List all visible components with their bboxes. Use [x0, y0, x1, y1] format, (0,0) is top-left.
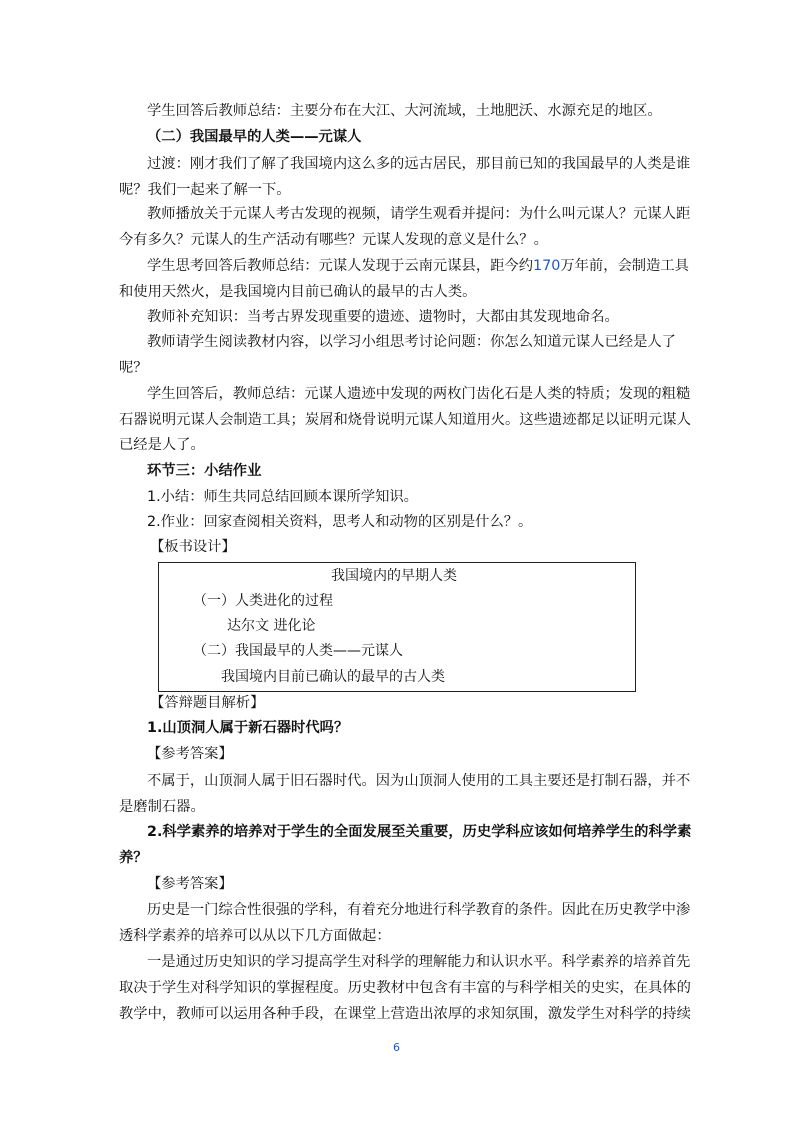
question: 2.科学素养的培养对于学生的全面发展至关重要，历史学科应该如何培养学生的科学素: [147, 824, 692, 840]
paragraph: 透科学素养的培养可以从以下几方面做起：: [119, 928, 391, 944]
reference-label: 【参考答案】: [147, 876, 233, 892]
text-span: 学生思考回答后教师总结：元谋人发现于云南元谋县，距今约: [147, 258, 534, 274]
board-line: 我国境内目前已确认的最早的古人类: [221, 669, 445, 685]
paragraph: 今有多久？元谋人的生产活动有哪些？元谋人发现的意义是什么？。: [119, 232, 548, 248]
text-span: 万年前，会制造工具: [560, 258, 689, 274]
blackboard-design-box: [158, 562, 636, 692]
board-title: 我国境内的早期人类: [331, 568, 457, 584]
paragraph: 教师补充知识：当考古界发现重要的遗迹、遗物时，大都由其发现地命名。: [147, 309, 619, 325]
board-line: 达尔文 进化论: [227, 618, 316, 634]
reference-label: 【参考答案】: [147, 746, 233, 762]
paragraph: 教师播放关于元谋人考古发现的视频，请学生观看并提问：为什么叫元谋人？元谋人距: [147, 206, 691, 222]
number-span: 170: [533, 258, 561, 274]
board-line: （二）我国最早的人类——元谋人: [193, 643, 403, 659]
paragraph: 是磨制石器。: [119, 799, 205, 815]
paragraph: 一是通过历史知识的学习提高学生对科学的理解能力和认识水平。科学素养的培养首先: [147, 954, 691, 970]
section-heading: 环节三：小结作业: [147, 463, 262, 479]
page-number: 6: [393, 1041, 400, 1054]
paragraph: 学生回答后教师总结：主要分布在大江、大河流域，土地肥沃、水源充足的地区。: [147, 103, 662, 119]
paragraph: [147, 256, 689, 276]
paragraph: 呢？我们一起来了解一下。: [119, 182, 291, 198]
paragraph: 教学中，教师可以运用各种手段，在课堂上营造出浓厚的求知氛围，激发学生对科学的持续: [119, 1006, 691, 1022]
subsection-label: 【板书设计】: [150, 539, 236, 555]
paragraph: 过渡：刚才我们了解了我国境内这么多的远古居民，那目前已知的我国最早的人类是谁: [147, 156, 691, 172]
paragraph: 已经是人了。: [119, 437, 205, 453]
paragraph: 石器说明元谋人会制造工具；炭屑和烧骨说明元谋人知道用火。这些遗迹都足以证明元谋人: [119, 412, 691, 428]
list-item: 1.小结：师生共同总结回顾本课所学知识。: [147, 489, 418, 505]
paragraph: 历史是一门综合性很强的学科，有着充分地进行科学教育的条件。因此在历史教学中渗: [147, 902, 691, 918]
question: 养？: [119, 850, 148, 866]
section-heading: （二）我国最早的人类——元谋人: [147, 129, 362, 145]
subsection-label: 【答辩题目解析】: [150, 695, 265, 711]
list-item: 2.作业：回家查阅相关资料，思考人和动物的区别是什么？。: [147, 514, 533, 530]
paragraph: 取决于学生对科学知识的掌握程度。历史教材中包含有丰富的与科学相关的史实，在具体的: [119, 980, 691, 996]
paragraph: 不属于，山顶洞人属于旧石器时代。因为山顶洞人使用的工具主要还是打制石器，并不: [147, 773, 691, 789]
question: 1.山顶洞人属于新石器时代吗？: [147, 720, 349, 736]
paragraph: 教师请学生阅读教材内容，以学习小组思考讨论问题：你怎么知道元谋人已经是人了: [147, 334, 676, 350]
paragraph: 学生回答后，教师总结：元谋人遗迹中发现的两枚门齿化石是人类的特质；发现的粗糙: [147, 386, 691, 402]
paragraph: 呢？: [119, 360, 148, 376]
board-line: （一）人类进化的过程: [193, 593, 333, 609]
paragraph: 和使用天然火，是我国境内目前已确认的最早的古人类。: [119, 284, 477, 300]
